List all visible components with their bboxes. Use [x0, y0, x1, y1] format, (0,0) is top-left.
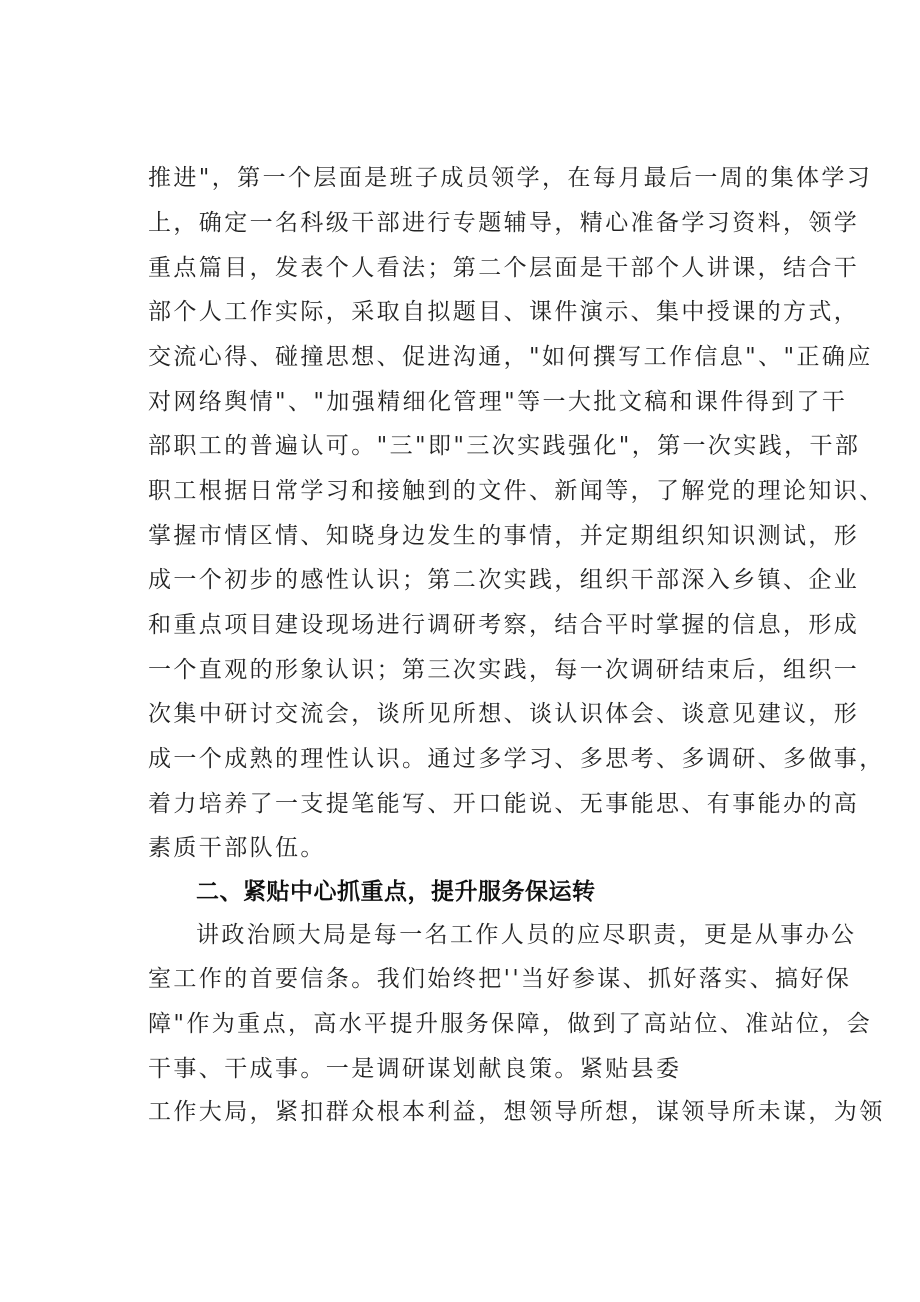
paragraph-line: 一个直观的形象认识；第三次实践，每一次调研结束后，组织一: [148, 657, 860, 683]
paragraph-line: 素质干部队伍。: [148, 835, 326, 861]
paragraph-line: 掌握市情区情、知晓身边发生的事情，并定期组织知识测试，形: [148, 523, 860, 549]
paragraph-line: 重点篇目，发表个人看法；第二个层面是干部个人讲课，结合干: [148, 255, 860, 281]
paragraph-line: 次集中研讨交流会，谈所见所想、谈认识体会、谈意见建议，形: [148, 701, 860, 727]
paragraph-line: 推进"，第一个层面是班子成员领学，在每月最后一周的集体学习: [148, 165, 873, 191]
paragraph-line: 室工作的首要信条。我们始终把''当好参谋、抓好落实、搞好保: [148, 966, 852, 992]
paragraph-line: 工作大局，紧扣群众根本利益，想领导所想，谋领导所未谋，为领: [148, 1099, 885, 1125]
paragraph-line: 部职工的普遍认可。"三"即"三次实践强化"，第一次实践，干部: [148, 433, 861, 459]
section-heading: 二、紧贴中心抓重点，提升服务保运转: [196, 879, 596, 905]
paragraph-line: 讲政治顾大局是每一名工作人员的应尽职责，更是从事办公: [196, 922, 857, 948]
paragraph-line: 着力培养了一支提笔能写、开口能说、无事能思、有事能办的高: [148, 791, 860, 817]
paragraph-line: 成一个成熟的理性认识。通过多学习、多思考、多调研、多做事，: [148, 746, 885, 772]
paragraph-line: 障"作为重点，高水平提升服务保障，做到了高站位、准站位，会: [148, 1011, 873, 1037]
paragraph-line: 成一个初步的感性认识；第二次实践，组织干部深入乡镇、企业: [148, 567, 860, 593]
paragraph-line: 职工根据日常学习和接触到的文件、新闻等，了解党的理论知识、: [148, 478, 885, 504]
paragraph-line: 和重点项目建设现场进行调研考察，结合平时掌握的信息，形成: [148, 612, 860, 638]
paragraph-line: 对网络舆情"、"加强精细化管理"等一大批文稿和课件得到了干: [148, 389, 848, 415]
paragraph-line: 交流心得、碰撞思想、促进沟通，"如何撰写工作信息"、"正确应: [148, 344, 873, 370]
paragraph-line: 上，确定一名科级干部进行专题辅导，精心准备学习资料，领学: [148, 210, 860, 236]
paragraph-line: 干事、干成事。一是调研谋划献良策。紧贴县委: [148, 1056, 682, 1082]
paragraph-line: 部个人工作实际，采取自拟题目、课件演示、集中授课的方式，: [148, 299, 860, 325]
